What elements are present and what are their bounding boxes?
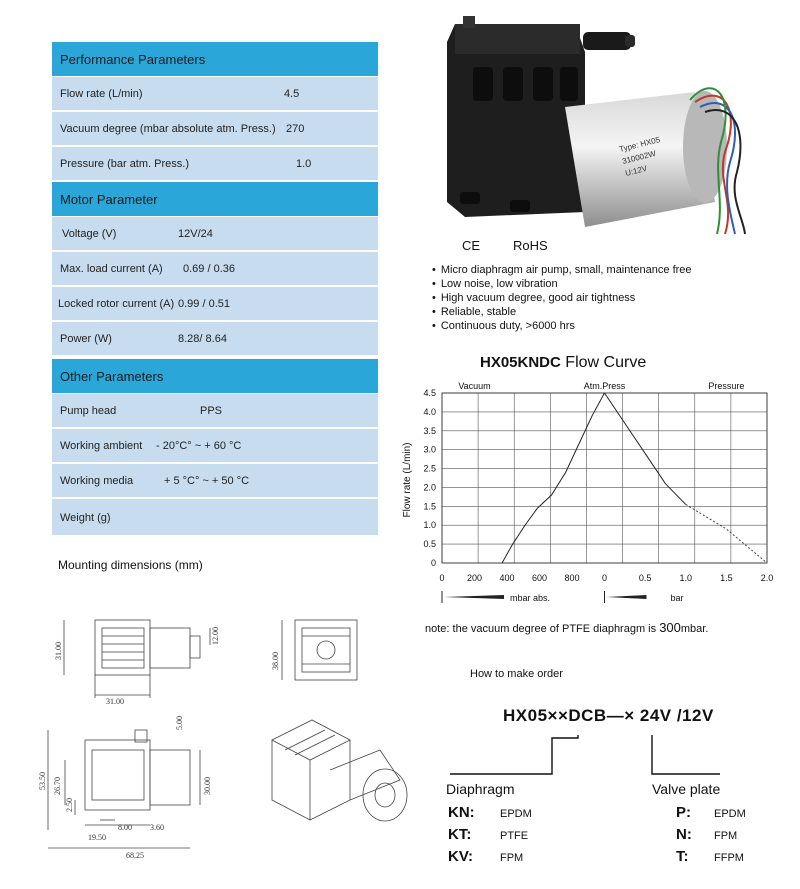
dim-5: 5.00 — [175, 716, 184, 730]
row-label: Locked rotor current (A) — [58, 298, 175, 310]
row-value: + 5 °C° ~ + 50 °C — [164, 475, 250, 487]
row-value: 4.5 — [284, 88, 300, 100]
section-performance-title: Performance Parameters — [52, 42, 378, 77]
row-pressure — [52, 147, 378, 182]
row-label: Working ambient — [60, 440, 143, 452]
row-label: Max. load current (A) — [60, 263, 163, 275]
dim-30: 30.00 — [203, 777, 212, 795]
y-tick-label: 4.5 — [423, 388, 436, 398]
row-value: 270 — [286, 123, 305, 135]
feature-item: • High vacuum degree, good air tightness — [432, 291, 692, 305]
chart-title-rest: Flow Curve — [560, 354, 647, 371]
row-label: Pump head — [60, 405, 117, 417]
x-tick-label: 800 — [564, 573, 580, 583]
unit-label-pressure: bar — [670, 593, 684, 603]
ptfe-note — [425, 620, 708, 635]
pump-fin-4 — [560, 67, 578, 101]
feature-item: • Reliable, stable — [432, 305, 692, 319]
nozzle-top — [463, 16, 475, 28]
x-tick-label: 200 — [466, 573, 483, 583]
note-unit: mbar. — [680, 623, 709, 635]
region-label-vacuum: Vacuum — [458, 381, 491, 391]
valve-option — [676, 804, 746, 821]
note-text: note: the vacuum degree of PTFE diaphragm is — [425, 623, 660, 635]
row-locked-rotor-current — [52, 287, 378, 322]
motor-label-num: 310002W — [621, 148, 657, 166]
row-label: Working media — [60, 475, 134, 487]
dim-53-5: 53.50 — [38, 772, 47, 790]
option-material: FPM — [500, 852, 524, 864]
diaphragm-option — [448, 826, 528, 843]
y-axis-label: Flow rate (L/min) — [402, 442, 413, 518]
row-label: Voltage (V) — [62, 228, 117, 240]
x-tick-label: 600 — [531, 573, 548, 583]
unit-arrow-vac — [444, 595, 504, 599]
option-material: FFPM — [714, 852, 744, 864]
chart-title-model: HX05KNDC — [480, 354, 561, 371]
motor-label-voltage: U:12V — [624, 163, 649, 178]
pump-slot-2 — [510, 200, 530, 212]
series-line-vacuum — [502, 393, 604, 563]
spec-table — [52, 42, 378, 537]
motor-label-type: Type: HX05 — [618, 135, 662, 154]
flow-curve-chart — [395, 375, 790, 615]
valve-option — [676, 848, 744, 865]
x-tick-label: 1.0 — [679, 573, 693, 583]
region-label-atm: Atm.Press — [583, 381, 626, 391]
dim-26-7: 26.70 — [53, 777, 62, 795]
diaphragm-option — [448, 848, 523, 865]
row-voltage — [52, 217, 378, 252]
ce-mark: CE — [462, 238, 481, 253]
feature-list — [432, 263, 692, 333]
dim-8: 8.00 — [118, 823, 132, 832]
row-power — [52, 322, 378, 357]
y-tick-label: 1.0 — [423, 520, 436, 531]
row-value: 1.0 — [296, 158, 312, 170]
row-weight — [52, 499, 378, 537]
row-label: Power (W) — [60, 333, 112, 345]
isometric-drawing — [272, 720, 407, 821]
dim-31-side: 31.00 — [54, 642, 63, 660]
plot-frame — [442, 393, 767, 563]
y-tick-label: 0.5 — [423, 539, 436, 550]
nozzle-tip — [625, 35, 635, 47]
pump-slot-1 — [460, 192, 480, 204]
option-code: KN: — [448, 804, 475, 821]
chart-title — [480, 354, 646, 372]
row-label: Vacuum degree (mbar absolute atm. Press.) — [60, 123, 276, 135]
x-tick-label: 0 — [601, 573, 608, 583]
x-tick-label: 0.5 — [638, 573, 652, 583]
row-value: 8.28/ 8.64 — [178, 333, 227, 345]
row-label: Flow rate (L/min) — [60, 88, 143, 100]
valve-option — [676, 826, 737, 843]
section-motor-title: Motor Parameter — [52, 182, 378, 217]
row-value: 0.69 / 0.36 — [183, 263, 235, 275]
unit-label-vacuum: mbar abs. — [510, 593, 551, 603]
dim-38: 38.00 — [271, 652, 280, 670]
pump-head-top — [455, 24, 580, 54]
pump-fin-2 — [503, 67, 523, 101]
x-tick-label: 400 — [499, 573, 515, 583]
row-value: 12V/24 — [178, 228, 213, 240]
option-material: PTFE — [500, 830, 529, 842]
pump-fin-1 — [473, 67, 493, 101]
diaphragm-title: Diaphragm — [446, 781, 515, 797]
dim-2-5: 2.50 — [65, 798, 74, 812]
row-value: 0.99 / 0.51 — [178, 298, 230, 310]
row-vacuum-degree — [52, 112, 378, 147]
feature-item: • Continuous duty, >6000 hrs — [432, 319, 692, 333]
unit-arrow-pres — [607, 595, 647, 599]
order-connector-lines — [440, 730, 780, 780]
feature-item: • Low noise, low vibration — [432, 277, 692, 291]
row-pump-head — [52, 394, 378, 429]
x-tick-label: 1.5 — [720, 573, 733, 583]
nozzle-side — [583, 32, 631, 50]
top-view-drawing — [64, 620, 210, 698]
mounting-drawings — [40, 600, 420, 870]
row-working-media — [52, 464, 378, 499]
y-tick-label: 3.5 — [423, 425, 436, 436]
y-tick-label: 3.0 — [423, 444, 436, 455]
y-tick-label: 1.5 — [423, 501, 436, 512]
option-code: P: — [676, 804, 691, 821]
note-value: 300 — [659, 620, 681, 635]
row-flow-rate — [52, 77, 378, 112]
dim-68-25: 68.25 — [126, 851, 144, 860]
row-working-ambient — [52, 429, 378, 464]
row-max-load-current — [52, 252, 378, 287]
mounting-title: Mounting dimensions (mm) — [58, 558, 203, 572]
option-code: T: — [676, 848, 689, 865]
y-tick-label: 2.5 — [423, 463, 436, 474]
x-tick-label: 0 — [439, 573, 445, 583]
pump-fin-3 — [533, 67, 553, 101]
row-label: Pressure (bar atm. Press.) — [60, 158, 189, 170]
rohs-mark: RoHS — [513, 238, 548, 253]
row-value: PPS — [200, 405, 223, 417]
region-label-pressure: Pressure — [708, 381, 745, 391]
row-label: Weight (g) — [60, 512, 111, 524]
dim-3-6: 3.60 — [150, 823, 164, 832]
option-material: EPDM — [714, 808, 746, 820]
y-tick-label: 4.0 — [423, 406, 436, 417]
option-material: EPDM — [500, 808, 532, 820]
pump-photo — [425, 12, 755, 234]
option-code: N: — [676, 826, 692, 843]
option-material: FPM — [714, 830, 738, 842]
dim-31-bottom: 31.00 — [106, 697, 124, 706]
order-heading: How to make order — [470, 668, 563, 680]
diaphragm-option — [448, 804, 532, 821]
row-value: - 20°C° ~ + 60 °C — [156, 440, 242, 452]
dim-19-5: 19.50 — [88, 833, 106, 842]
valve-plate-title: Valve plate — [652, 781, 721, 797]
front-view-drawing — [282, 620, 357, 680]
x-tick-label: 2.0 — [760, 573, 774, 583]
y-tick-label: 2.0 — [423, 482, 436, 493]
series-line-pressure-dotted — [686, 504, 767, 563]
y-tick-label: 0 — [430, 558, 436, 568]
option-code: KT: — [448, 826, 472, 843]
option-code: KV: — [448, 848, 474, 865]
model-code: HX05××DCB—× 24V /12V — [503, 706, 714, 725]
section-other-title: Other Parameters — [52, 359, 378, 394]
feature-item: • Micro diaphragm air pump, small, maintenance free — [432, 263, 692, 277]
dim-12: 12.00 — [211, 627, 220, 645]
connector-valve — [652, 735, 720, 774]
connector-diaphragm — [450, 735, 578, 774]
